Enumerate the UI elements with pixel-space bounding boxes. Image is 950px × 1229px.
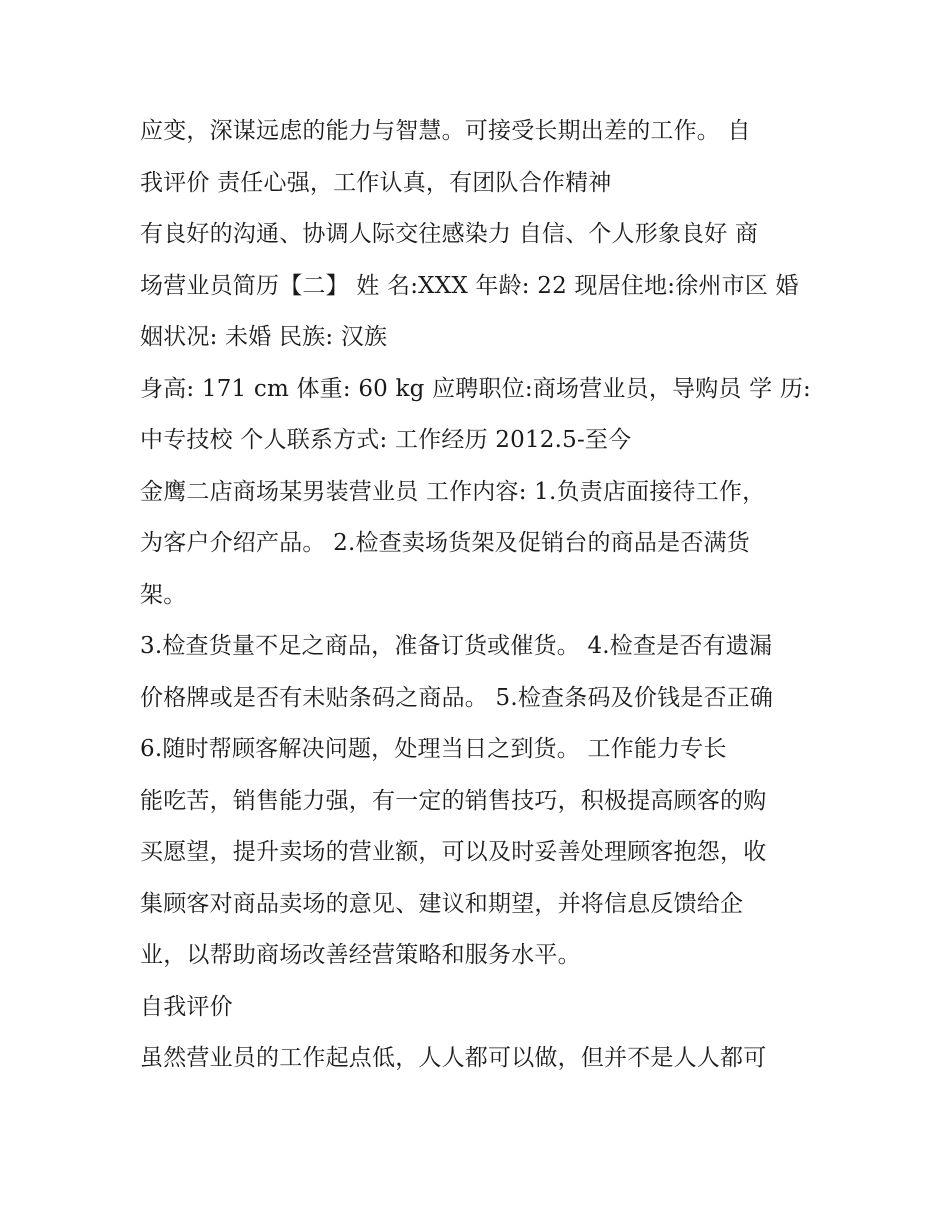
text-line: 应变，深谋远虑的能力与智慧。可接受长期出差的工作。 自 [140,118,751,144]
section-heading: 自我评价 [140,993,233,1020]
text-line: 3.检查货量不足之商品，准备订货或催货。 4.检查是否有遗漏 [140,633,773,659]
text-line: 架。 [140,581,187,608]
text-line: 我评价 责任心强，工作认真，有团队合作精神 [140,169,612,196]
text-line: 有良好的沟通、协调人际交往感染力 自信、个人形象良好 商 [140,221,759,247]
text-line: 价格牌或是否有未贴条码之商品。 5.检查条码及价钱是否正确 [140,684,774,711]
text-line: 身高: 171 cm 体重: 60 kg 应聘职位:商场营业员，导购员 学 历: [140,375,812,402]
document-body [140,106,820,1085]
text-line: 场营业员简历【二】 姓 名:XXX 年龄: 22 现居住地:徐州市区 婚 [140,272,799,299]
text-line: 中专技校 个人联系方式: 工作经历 2012.5-至今 [140,427,632,453]
text-line: 集顾客对商品卖场的意见、建议和期望，并将信息反馈给企 [140,890,744,917]
text-line: 6.随时帮顾客解决问题，处理当日之到货。 工作能力专长 [140,736,727,762]
text-line: 能吃苦，销售能力强，有一定的销售技巧，积极提高顾客的购 [140,787,767,814]
text-line: 为客户介绍产品。 2.检查卖场货架及促销台的商品是否满货 [140,530,750,556]
text-line: 业，以帮助商场改善经营策略和服务水平。 [140,942,581,968]
text-line: 姻状况: 未婚 民族: 汉族 [140,324,388,350]
text-line: 虽然营业员的工作起点低，人人都可以做，但并不是人人都可 [140,1045,767,1071]
text-line: 金鹰二店商场某男装营业员 工作内容: 1.负责店面接待工作， [140,478,766,505]
text-line: 买愿望，提升卖场的营业额，可以及时妥善处理顾客抱怨，收 [140,839,767,865]
